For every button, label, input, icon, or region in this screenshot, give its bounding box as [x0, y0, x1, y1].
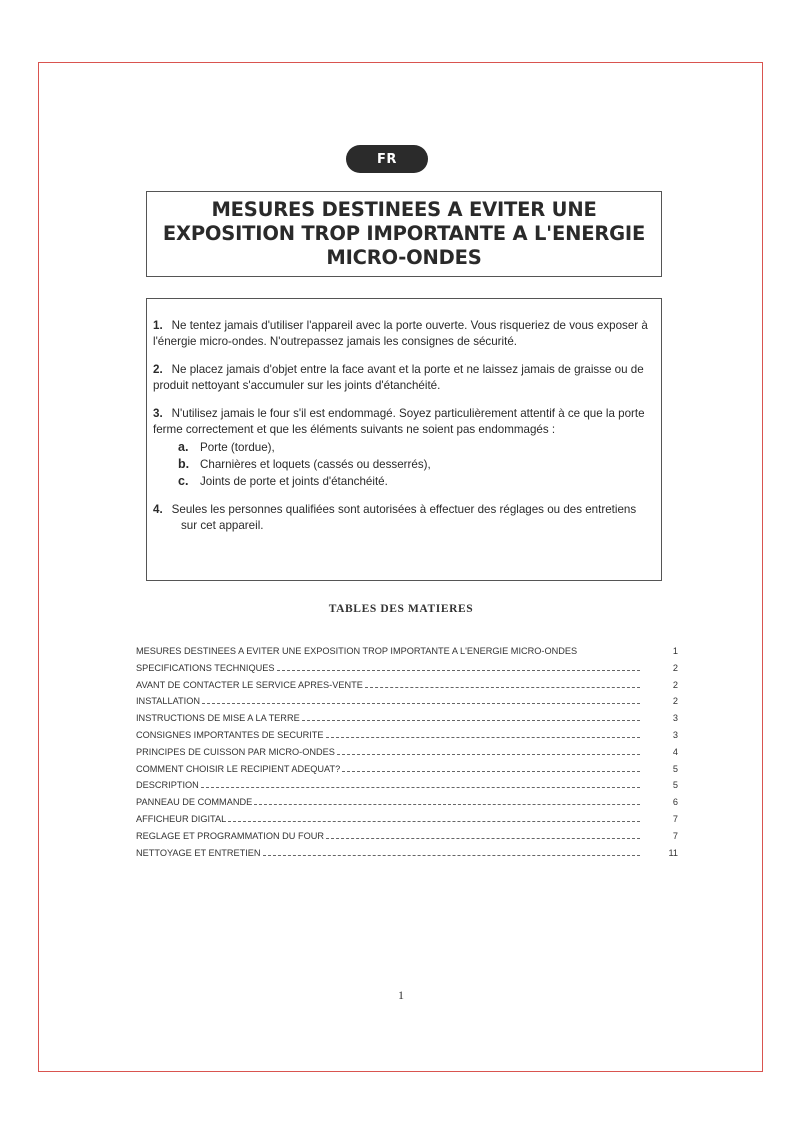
toc-entry-label: DESCRIPTION	[136, 780, 199, 791]
toc-row	[136, 696, 678, 713]
toc-row	[136, 730, 678, 747]
list-item	[178, 456, 655, 473]
toc-entry-page: 7	[672, 813, 678, 824]
toc-leader	[365, 680, 640, 688]
toc-entry-label: NETTOYAGE ET ENTRETIEN	[136, 847, 261, 858]
toc-row	[136, 780, 678, 797]
toc-entry-page: 3	[672, 713, 678, 724]
safety-item-number: 1.	[153, 319, 163, 332]
toc-entry-page: 5	[672, 780, 678, 791]
toc-entry-label: REGLAGE ET PROGRAMMATION DU FOUR	[136, 830, 325, 841]
toc-leader	[302, 713, 640, 721]
toc-row	[136, 747, 678, 764]
safety-item-1	[153, 318, 655, 350]
toc-entry-label: AVANT DE CONTACTER LE SERVICE APRES-VENTE	[136, 679, 363, 690]
safety-item-3	[153, 406, 655, 490]
toc-row	[136, 848, 678, 865]
toc-entry-label: INSTALLATION	[136, 696, 200, 707]
safety-item-text: Seules les personnes qualifiées sont autorisées à effectuer des réglages ou des entretiens sur cet appareil.	[171, 503, 637, 532]
toc-row	[136, 814, 678, 831]
toc-row	[136, 764, 678, 781]
toc-leader	[202, 696, 640, 704]
toc-leader	[201, 780, 640, 788]
table-of-contents	[136, 646, 678, 864]
toc-heading: TABLES DES MATIERES	[328, 603, 474, 615]
list-letter: b.	[178, 457, 190, 471]
safety-item-number: 4.	[153, 503, 163, 516]
safety-item-text: Ne placez jamais d'objet entre la face avant et la porte et ne laissez jamais de graisse ou de produit nettoyant s'accumuler sur les joints d'étanchéité.	[153, 363, 644, 392]
list-text: Porte (tordue),	[200, 441, 275, 454]
toc-entry-page: 3	[672, 729, 678, 740]
toc-row	[136, 713, 678, 730]
toc-entry-label: PRINCIPES DE CUISSON PAR MICRO-ONDES	[136, 746, 335, 757]
toc-row	[136, 831, 678, 848]
safety-item-4	[153, 502, 655, 534]
list-item	[178, 473, 655, 490]
safety-item-number: 2.	[153, 363, 163, 376]
toc-leader	[326, 730, 640, 738]
toc-leader	[326, 831, 640, 839]
safety-item-text: N'utilisez jamais le four s'il est endommagé. Soyez particulièrement attentif à ce que la porte ferme correctement et que les éléments suivants ne soient pas endommagés :	[153, 407, 645, 436]
toc-entry-page: 5	[672, 763, 678, 774]
toc-leader	[337, 747, 640, 755]
toc-leader	[342, 764, 640, 772]
toc-row	[136, 646, 678, 663]
toc-row	[136, 797, 678, 814]
toc-entry-label: AFFICHEUR DIGITAL	[136, 813, 227, 824]
title-line-1: MESURES DESTINEES A EVITER UNE	[211, 198, 597, 221]
title-box	[146, 191, 662, 277]
toc-entry-page: 11	[668, 847, 678, 858]
safety-instructions-box	[146, 298, 662, 581]
toc-entry-page: 2	[672, 679, 678, 690]
title-line-3: MICRO-ONDES	[326, 246, 482, 269]
toc-entry-label: PANNEAU DE COMMANDE	[136, 797, 253, 808]
title-line-2: EXPOSITION TROP IMPORTANTE A L'ENERGIE	[162, 222, 646, 245]
toc-row	[136, 663, 678, 680]
toc-entry-label: CONSIGNES IMPORTANTES DE SECURITE	[136, 729, 324, 740]
safety-item-text: Ne tentez jamais d'utiliser l'appareil avec la porte ouverte. Vous risqueriez de vous exposer à l'énergie micro-ondes. N'outrepassez jamais les consignes de sécurité.	[153, 319, 648, 348]
toc-entry-page: 4	[672, 746, 678, 757]
toc-leader	[263, 848, 640, 856]
damage-checklist	[178, 439, 655, 490]
safety-item-number: 3.	[153, 407, 163, 420]
toc-leader	[579, 647, 640, 654]
toc-leader	[277, 663, 640, 671]
toc-entry-page: 2	[672, 696, 678, 707]
list-text: Charnières et loquets (cassés ou desserrés),	[200, 458, 431, 471]
list-letter: a.	[178, 440, 189, 454]
list-letter: c.	[178, 474, 189, 488]
list-item	[178, 439, 655, 456]
toc-entry-page: 1	[672, 646, 678, 656]
toc-row	[136, 680, 678, 697]
toc-entry-label: MESURES DESTINEES A EVITER UNE EXPOSITION TROP IMPORTANTE A L'ENERGIE MICRO-ONDES	[136, 646, 578, 656]
language-badge: FR	[346, 145, 428, 173]
toc-entry-page: 2	[672, 662, 678, 673]
toc-leader	[254, 797, 640, 805]
safety-item-2	[153, 362, 655, 394]
toc-entry-label: COMMENT CHOISIR LE RECIPIENT ADEQUAT?	[136, 763, 341, 774]
toc-entry-label: INSTRUCTIONS DE MISE A LA TERRE	[136, 713, 300, 724]
toc-entry-page: 7	[672, 830, 678, 841]
list-text: Joints de porte et joints d'étanchéité.	[200, 475, 388, 488]
toc-entry-label: SPECIFICATIONS TECHNIQUES	[136, 662, 275, 673]
toc-leader	[228, 814, 640, 822]
toc-entry-page: 6	[672, 797, 678, 808]
page-number: 1	[398, 988, 404, 1002]
